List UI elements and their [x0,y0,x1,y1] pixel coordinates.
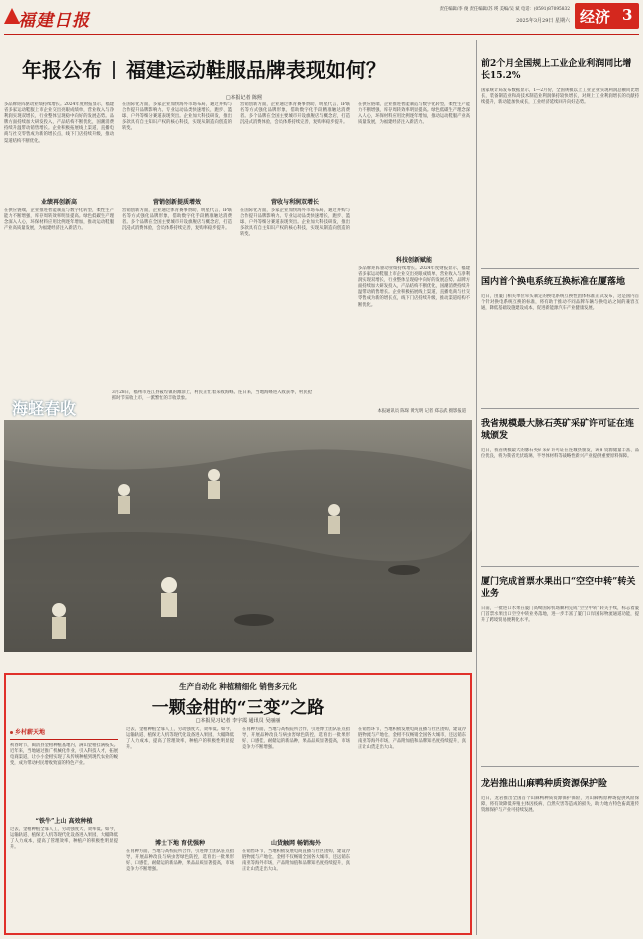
mudflat-photo [4,420,472,652]
lead-col3-text: 营销创新方面，企业通过体育赛事赞助、明星代言、IP联名等方式强化品牌形象，借助数字化手段精准触达消费者。多个品牌在全国主要城市开设旗舰店与概念店，打造沉浸式消费体验，会员体系持续完善，复购率稳步提升。 [240,102,350,126]
lead-col2-text: 在国际化方面，多家企业加快海外市场布局，通过并购与合作提升品牌影响力。专业运动品类快速增长，跑步、篮球、户外等细分赛道表现突出。企业加大科技研发，推出多款具有自主知识产权的核心科技，实现从制造向创造的转变。 [122,102,232,132]
sidebar-item-3 [481,412,639,560]
feature-byline: □本报见习记者 李宇霞 通讯员 吴丽丽 [195,718,281,724]
sidebar-body-5: 近日，龙岩推出全国首个山麻鸭种质资源保护保险，为山麻鸭原种场提供风险保障，将有效降低养殖主体因疫病、自然灾害等造成的损失，助力地方特色畜禽遗传资源保护与产业可持续发展。 [481,796,639,814]
lead-subhead-1: 业绩再创新高 [40,199,77,206]
sidebar-title-3: 我省规模最大脉石英矿采矿许可证在连城颁发 [481,419,635,441]
feature-story-box [4,673,472,935]
lead-column-4 [358,102,470,322]
lead-headline [22,54,462,82]
sidebar-rule-1 [481,268,639,269]
issue-date: 2025年3月29日 星期六 [516,18,570,24]
sidebar-body-3: 近日，我省规模最大的脉石英矿采矿许可证在连城县颁发，该矿资源储量丰富、品位优良，将为我省光伏玻璃、半导体材料等战略性新兴产业提供重要原料保障。 [481,448,639,460]
feature-column-3 [242,727,350,933]
lead-subhead-4: 科技创新赋能 [395,257,432,264]
sidebar-rule-3 [481,566,639,567]
photo-credit: 本报通讯员 陈琛 黄光明 记者 郑志武 摄影报道 [377,409,466,414]
sidebar-body-2: 近日，由厦门相关单位牵头制定的换电系统互换性团体标准正式发布，这是国内首个针对换电系统互换的标准，将有助于推动不同品牌车辆与换电站之间的兼容互通，降低基础设施建设成本，促进新能源汽车产业健康发展。 [481,294,639,312]
logo-text: 福建日报 [18,11,90,31]
sidebar-item-4 [481,570,639,760]
section-tag-label: 乡村薪天地 [15,729,46,736]
feature-col1-text-2: 过去，金柑种植全靠人工，劳动强度大、效率低。如今，运输轨道、植保无人机等现代化设备进入果园，大幅降低了人力成本，提高了管理效率，种植户的积极性明显提升。 [10,827,118,851]
feature-column-4 [358,727,466,933]
photo-feature [4,386,472,656]
lead-col1-text: 多品牌矩阵驱动业绩持续增长。2024年度财报显示，福建省多家运动鞋服上市企业交出亮眼成绩单，营业收入与净利润实现双增长，行业整体呈现稳中向好的发展态势。品牌方面持续加大研发投入，产品结构不断优化，国潮消费持续升温带动销售增长。企业积极拓展线上渠道，直播电商与社交零售成为新的增长点，线下门店持续升级，推动渠道结构不断优化。 [4,102,114,144]
mudflat-harvest-illustration [4,420,472,652]
sidebar-rule-4 [481,766,639,767]
feature-headline: 一颗金柑的“三变”之路 [151,698,325,718]
sidebar-body-4: 日前，一批进口水果在厦门高崎国际机场顺利完成“空空中转”转关手续，标志着厦门首票水果出口空空中转业务落地，进一步丰富了厦门口岸国际物流通道功能，提升了跨境贸易便利化水平。 [481,606,639,624]
feature-col2-text: 过去，金柑种植全靠人工，劳动强度大、效率低。如今，运输轨道、植保无人机等现代化设备进入果园，大幅降低了人力成本，提高了管理效率，种植户的积极性明显提升。 [126,727,234,751]
section-banner [575,3,639,29]
feature-col1-text: 初春时节，闽清县金柑种植基地内，满山金柑挂满枝头。近年来，当地通过推广机械化作业，引入科技人才，拓展电商渠道，让小小金柑实现了从传统种植到现代农业的蜕变，成为带动村民增收致富的特色产业。 [10,743,118,767]
section-title: 经济 [580,8,611,26]
lead-subhead-2: 营销创新提质增效 [152,199,201,206]
sidebar-rule-2 [481,408,639,409]
lead-col3-text-2: 在国际化方面，多家企业加快海外市场布局，通过并购与合作提升品牌影响力。专业运动品类快速增长，跑步、篮球、户外等细分赛道表现突出。企业加大科技研发，推出多款具有自主知识产权的核心科技，实现从制造向创造的转变。 [240,208,350,238]
feature-col4-text: 在销售环节，当地积极发展电商直播与社区团购，建设冷链物流与产地仓，金柑不仅畅销全国各大城市，还远销东南亚等海外市场，产品附加值和品牌知名度持续提升，真正让山货走出大山。 [358,727,466,751]
feature-subhead-3: 山货触网 畅销海外 [270,840,322,847]
lead-byline: □本报记者 陈熙 [225,95,263,101]
feature-col3-text: 在育种方面，当地与高校院所合作，引进博士团队驻点指导，开展品种改良与病虫害绿色防控，选育出一批果形好、口感佳、耐储运的新品种，果品品质显著提高，市场竞争力不断增强。 [242,727,350,751]
sidebar-divider [476,40,477,935]
sidebar-item-5 [481,770,639,935]
feature-col3-text-2: 在销售环节，当地积极发展电商直播与社区团购，建设冷链物流与产地仓，金柑不仅畅销全国各大城市，还远销东南亚等海外市场，产品附加值和品牌知名度持续提升，真正让山货走出大山。 [242,849,350,873]
feature-col2-text-2: 在育种方面，当地与高校院所合作，引进博士团队驻点指导，开展品种改良与病虫害绿色防控，选育出一批果形好、口感佳、耐储运的新品种，果品品质显著提高，市场竞争力不断增强。 [126,849,234,873]
lead-story [4,38,472,328]
lead-column-3 [240,102,350,322]
lead-col4-text-2: 多品牌矩阵驱动业绩持续增长。2024年度财报显示，福建省多家运动鞋服上市企业交出亮眼成绩单，营业收入与净利润实现双增长，行业整体呈现稳中向好的发展态势。品牌方面持续加大研发投入，产品结构不断优化，国潮消费持续升温带动销售增长。企业积极拓展线上渠道，直播电商与社交零售成为新的增长点，线下门店持续升级，推动渠道结构不断优化。 [358,266,470,308]
page-number: 3 [622,6,633,24]
lead-column-1 [4,102,114,322]
feature-subhead-1: “铁牛”上山 高效种植 [35,818,93,825]
lead-col2-text-2: 营销创新方面，企业通过体育赛事赞助、明星代言、IP联名等方式强化品牌形象，借助数字化手段精准触达消费者。多个品牌在全国主要城市开设旗舰店与概念店，打造沉浸式消费体验，会员体系持续完善，复购率稳步提升。 [122,208,232,232]
lead-subhead-3: 营收与利润双增长 [270,199,319,206]
feature-subhead-2: 博士下地 育优强种 [154,840,206,847]
sidebar-item-2 [481,272,639,402]
lead-column-2 [122,102,232,322]
newspaper-logo [4,4,92,30]
sidebar-title-4: 厦门完成首票水果出口“空空中转”转关业务 [481,577,636,599]
feature-kicker: 生产自动化 种植精细化 销售多元化 [179,682,297,691]
masthead [0,0,643,36]
photo-title: 海蛏春收 [12,399,77,418]
section-tag [10,727,118,740]
sidebar-title-5: 龙岩推出山麻鸭种质资源保护险 [481,779,608,789]
photo-caption-box [112,390,312,416]
lead-col1-text-2: 在供应链端，企业推进智能制造与数字化转型，柔性生产能力不断增强，库存周转效率明显提高。绿色低碳生产理念深入人心，环保材料应用比例逐年增加，推动运动鞋服产业高质量发展，为福建经济注入新活力。 [4,208,114,232]
headline-separator [113,61,115,79]
lead-headline-left: 年报公布 [22,58,102,82]
editor-line: 责任编辑/李 俊 责任编辑/苏 瑛 美编/吴 斌 电话：(0591)87095832 [439,7,570,12]
lead-headline-right: 福建运动鞋服品牌表现如何？ [125,58,386,82]
feature-column-2 [126,727,234,933]
sidebar-body-1: 国家统计局发布数据显示，1—2月份，全国规模以上工业企业实现利润总额同比增长，装备制造业和高技术制造业利润保持较快增长，对规上工业利润增长的贡献持续提升，新动能加快成长，工业经济延续回升向好态势。 [481,88,639,106]
masthead-rule [4,34,639,35]
section-tag-dot-icon [10,731,13,734]
photo-caption: 3月28日，福州市连江县筱埕镇的滩涂上，村民正忙着采收海蛏。连日来，当地海蛏进入收获季，村民抢抓时节采收上市，一派繁忙的丰收景象。 [112,390,312,402]
sidebar-item-1 [481,40,639,210]
sidebar-title-1: 前2个月全国规上工业企业利润同比增长15.2% [481,59,632,81]
feature-column-1 [10,727,118,933]
sidebar-title-2: 国内首个换电系统互换标准在厦落地 [481,277,626,287]
lead-col4-text: 在供应链端，企业推进智能制造与数字化转型，柔性生产能力不断增强，库存周转效率明显提高。绿色低碳生产理念深入人心，环保材料应用比例逐年增加，推动运动鞋服产业高质量发展，为福建经济注入新活力。 [358,102,470,126]
